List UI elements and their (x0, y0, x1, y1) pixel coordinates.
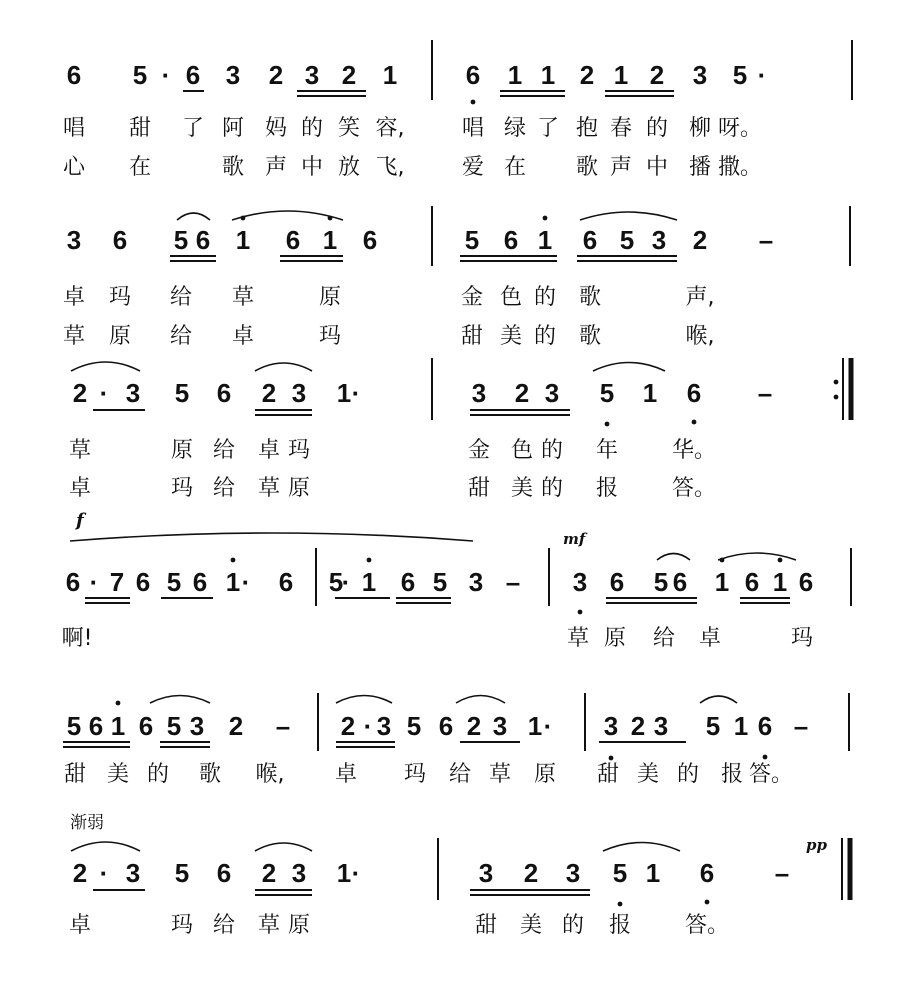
lyric-verse-1: 唱 (62, 116, 86, 141)
jianpu-note: 3 (653, 711, 669, 741)
lyric-verse-1: 了 (181, 116, 205, 141)
jianpu-note: 1 (645, 858, 661, 888)
lyric-verse-1: 唱 (461, 116, 485, 141)
jianpu-note: 5 (406, 711, 422, 741)
jianpu-note: 1 (537, 225, 553, 255)
lyric-verse-1: 卓 (68, 913, 92, 938)
slur (232, 211, 343, 220)
lyric-verse-2: 玛 (318, 324, 342, 349)
jianpu-note: 1 (507, 60, 523, 90)
jianpu-note: 3 (189, 711, 205, 741)
lyric-verse-1: 答。 (748, 762, 794, 787)
lyric-verse-2: 喉, (685, 324, 715, 349)
lyric-verse-1: 的 (540, 438, 564, 463)
lyric-verse-2: 报 (595, 476, 619, 501)
lyric-verse-1: 笑 (337, 116, 361, 141)
lyric-verse-1: 原 (170, 438, 194, 463)
jianpu-note: 2 (341, 60, 357, 90)
jianpu-note: 1 (642, 378, 658, 408)
jianpu-note: 6 (138, 711, 154, 741)
jianpu-note: 5 (705, 711, 721, 741)
lyric-verse-2: 的 (533, 324, 557, 349)
lyric-verse-1: 的 (676, 762, 700, 787)
lyric-verse-2: 甜 (467, 476, 491, 501)
jianpu-note: 6 (744, 567, 760, 597)
lyric-verse-1: 原 (603, 626, 627, 651)
lyric-verse-1: 草 (488, 762, 512, 787)
lyric-verse-2: 飞, (375, 155, 405, 180)
slur (255, 843, 312, 851)
dynamic-forte: f (76, 510, 84, 531)
lyric-verse-2: 歌 (221, 155, 245, 180)
dynamic-mezzo-forte: mf (563, 530, 586, 548)
lyric-verse-1: 呀。 (717, 116, 763, 141)
duration-dot: · (351, 378, 361, 408)
duration-dot: · (341, 567, 351, 597)
lyric-verse-1: 原 (533, 762, 557, 787)
jianpu-note: 3 (225, 60, 241, 90)
lyric-verse-1: 抱 (575, 116, 599, 141)
lyric-verse-1: 阿 (221, 116, 245, 141)
lyric-verse-2: 甜 (460, 324, 484, 349)
jianpu-note: 6 (66, 60, 82, 90)
lyric-verse-1: 给 (652, 626, 676, 651)
lyric-verse-1: 美 (519, 913, 543, 938)
lyric-verse-1: 卓 (62, 285, 86, 310)
jianpu-note: 2 (261, 858, 277, 888)
lyric-verse-1: 原 (318, 285, 342, 310)
duration-dot: · (351, 858, 361, 888)
lyric-verse-1: 报 (720, 762, 744, 787)
high-octave-dot (116, 701, 121, 706)
lyric-verse-1: 的 (300, 116, 324, 141)
lyric-verse-1: 的 (645, 116, 669, 141)
jianpu-note: 2 (630, 711, 646, 741)
lyric-verse-1: 给 (169, 285, 193, 310)
jianpu-note: 5 (599, 378, 615, 408)
lyric-verse-1: 草 (231, 285, 255, 310)
jianpu-note: 5 (166, 567, 182, 597)
slur (718, 553, 796, 560)
lyric-verse-1: 美 (106, 762, 130, 787)
lyric-verse-2: 美 (499, 324, 523, 349)
lyric-verse-2: 美 (510, 476, 534, 501)
duration-dot: · (99, 858, 109, 888)
lyric-verse-1: 玛 (108, 285, 132, 310)
lyric-verse-2: 给 (169, 324, 193, 349)
lyric-verse-1: 金 (460, 285, 484, 310)
jianpu-note: 5 (132, 60, 148, 90)
lyric-verse-1: 歌 (578, 285, 602, 310)
slur (71, 362, 140, 371)
lyric-verse-2: 声 (609, 155, 633, 180)
jianpu-note: 1 (110, 711, 126, 741)
lyric-verse-1: 的 (561, 913, 585, 938)
jianpu-note: 5 (66, 711, 82, 741)
jianpu-note: 2 (523, 858, 539, 888)
jianpu-note: 1 (613, 60, 629, 90)
duration-dot: · (241, 567, 251, 597)
jianpu-note: 1 (527, 711, 543, 741)
lyric-verse-1: 年 (595, 438, 619, 463)
lyric-verse-2: 原 (287, 476, 311, 501)
lyric-verse-2: 中 (300, 155, 324, 180)
lyric-verse-2: 歌 (575, 155, 599, 180)
lyric-verse-1: 色 (499, 285, 523, 310)
jianpu-note: 6 (582, 225, 598, 255)
jianpu-note: 6 (112, 225, 128, 255)
jianpu-note: 3 (66, 225, 82, 255)
jianpu-note: 2 (261, 378, 277, 408)
jianpu-note: 6 (216, 378, 232, 408)
high-octave-dot (231, 558, 236, 563)
jianpu-note: 1 (714, 567, 730, 597)
low-octave-dot (471, 100, 476, 105)
jianpu-note: 1 (772, 567, 788, 597)
lyric-verse-1: 春 (609, 116, 633, 141)
jianpu-note: 6 (503, 225, 519, 255)
jianpu-note: 6 (216, 858, 232, 888)
jianpu-note: 6 (400, 567, 416, 597)
jianpu-note: 2 (268, 60, 284, 90)
lyric-verse-2: 放 (337, 155, 361, 180)
low-octave-dot (618, 902, 623, 907)
lyric-verse-2: 草 (257, 476, 281, 501)
lyric-verse-1: 草 (68, 438, 92, 463)
duration-dot: · (757, 60, 767, 90)
lyric-verse-1: 妈 (264, 116, 288, 141)
lyric-verse-2: 歌 (578, 324, 602, 349)
jianpu-note: 5 (173, 225, 189, 255)
jianpu-note: 1 (540, 60, 556, 90)
lyric-verse-1: 卓 (257, 438, 281, 463)
jianpu-note: 1 (225, 567, 241, 597)
jianpu-note: 5 (612, 858, 628, 888)
jianpu-note: 3 (565, 858, 581, 888)
lyric-verse-2: 原 (108, 324, 132, 349)
lyric-verse-1: 玛 (170, 913, 194, 938)
dash: – (774, 858, 790, 888)
jianpu-note: 6 (465, 60, 481, 90)
lyric-verse-1: 色 (510, 438, 534, 463)
slur (593, 363, 665, 372)
jianpu-note: 3 (125, 858, 141, 888)
jianpu-note: 2 (579, 60, 595, 90)
lyric-verse-2: 玛 (170, 476, 194, 501)
lyric-verse-1: 的 (146, 762, 170, 787)
jianpu-note: 6 (699, 858, 715, 888)
jianpu-note: 3 (291, 378, 307, 408)
jianpu-note: 5 (732, 60, 748, 90)
lyric-verse-2: 的 (540, 476, 564, 501)
lyric-verse-1: 金 (467, 438, 491, 463)
repeat-dot (834, 395, 839, 400)
lyric-verse-1: 玛 (287, 438, 311, 463)
jianpu-note: 6 (88, 711, 104, 741)
low-octave-dot (705, 900, 710, 905)
jianpu-note: 2 (649, 60, 665, 90)
lyric-verse-1: 美 (636, 762, 660, 787)
dash: – (505, 567, 521, 597)
lyric-verse-1: 甜 (128, 116, 152, 141)
lyric-verse-1: 给 (212, 438, 236, 463)
jianpu-note: 6 (672, 567, 688, 597)
lyric-verse-1: 喉, (255, 762, 285, 787)
repeat-dot (834, 380, 839, 385)
jianpu-note: 2 (340, 711, 356, 741)
lyric-verse-2: 在 (128, 155, 152, 180)
low-octave-dot (578, 610, 583, 615)
lyric-verse-1: 玛 (790, 626, 814, 651)
jianpu-note: 6 (185, 60, 201, 90)
jianpu-note: 1 (235, 225, 251, 255)
slur (71, 842, 140, 851)
slur (456, 696, 505, 704)
duration-dot: · (89, 567, 99, 597)
slur (70, 533, 473, 541)
lyric-verse-1: 歌 (198, 762, 222, 787)
lyric-verse-2: 在 (503, 155, 527, 180)
jianpu-note: 6 (757, 711, 773, 741)
lyric-verse-1: 卓 (334, 762, 358, 787)
jianpu-note: 5 (328, 567, 344, 597)
lyric-verse-2: 撒。 (717, 155, 763, 180)
duration-dot: · (161, 60, 171, 90)
jianpu-note: 1 (336, 858, 352, 888)
lyric-verse-1: 答。 (684, 913, 730, 938)
jianpu-note: 3 (376, 711, 392, 741)
jianpu-note: 3 (291, 858, 307, 888)
jianpu-note: 1 (382, 60, 398, 90)
slur (150, 696, 210, 704)
lyric-verse-1: 给 (448, 762, 472, 787)
lyric-verse-2: 卓 (231, 324, 255, 349)
jianpu-note: 6 (609, 567, 625, 597)
jianpu-note: 5 (166, 711, 182, 741)
low-octave-dot (605, 422, 610, 427)
lyric-verse-1: 甜 (63, 762, 87, 787)
high-octave-dot (543, 216, 548, 221)
jianpu-note: 2 (514, 378, 530, 408)
lyric-verse-1: 绿 (503, 116, 527, 141)
slur (700, 696, 737, 703)
jianpu-note: 1 (733, 711, 749, 741)
lyric-verse-1: 啊! (61, 626, 93, 651)
jianpu-note: 7 (109, 567, 125, 597)
lyric-verse-1: 甜 (596, 762, 620, 787)
jianpu-note: 1 (322, 225, 338, 255)
lyric-verse-1: 的 (533, 285, 557, 310)
duration-dot: · (99, 378, 109, 408)
low-octave-dot (692, 420, 697, 425)
jianpu-note: 6 (285, 225, 301, 255)
low-octave-dot (763, 755, 768, 760)
jianpu-note: 5 (653, 567, 669, 597)
jianpu-note: 5 (464, 225, 480, 255)
lyric-verse-1: 原 (287, 913, 311, 938)
lyric-verse-1: 了 (536, 116, 560, 141)
jianpu-note: 6 (362, 225, 378, 255)
jianpu-note: 3 (492, 711, 508, 741)
high-octave-dot (778, 558, 783, 563)
low-octave-dot (609, 756, 614, 761)
jianpu-note: 5 (619, 225, 635, 255)
dynamic-diminuendo-label: 渐弱 (70, 813, 104, 833)
jianpu-note: 3 (651, 225, 667, 255)
slur (177, 213, 210, 220)
jianpu-note: 6 (195, 225, 211, 255)
lyric-verse-1: 草 (566, 626, 590, 651)
lyric-verse-2: 答。 (671, 476, 717, 501)
jianpu-note: 2 (692, 225, 708, 255)
lyric-verse-1: 华。 (671, 438, 717, 463)
lyric-verse-2: 声 (264, 155, 288, 180)
lyric-verse-1: 给 (212, 913, 236, 938)
jianpu-note: 6 (192, 567, 208, 597)
jianpu-note: 1 (336, 378, 352, 408)
duration-dot: · (543, 711, 553, 741)
lyric-verse-2: 心 (62, 155, 86, 180)
lyric-verse-1: 柳 (688, 116, 712, 141)
lyric-verse-2: 给 (212, 476, 236, 501)
jianpu-note: 3 (468, 567, 484, 597)
lyric-verse-1: 声, (685, 285, 715, 310)
jianpu-note: 2 (466, 711, 482, 741)
dash: – (275, 711, 291, 741)
lyric-verse-2: 爱 (461, 155, 485, 180)
lyric-verse-2: 草 (62, 324, 86, 349)
lyric-verse-1: 容, (375, 116, 405, 141)
jianpu-note: 6 (798, 567, 814, 597)
dash: – (757, 378, 773, 408)
lyric-verse-1: 卓 (698, 626, 722, 651)
jianpu-note: 5 (432, 567, 448, 597)
jianpu-note: 3 (125, 378, 141, 408)
jianpu-note: 6 (65, 567, 81, 597)
slur (657, 554, 690, 561)
jianpu-note: 5 (174, 378, 190, 408)
jianpu-note: 3 (544, 378, 560, 408)
jianpu-note: 1 (361, 567, 377, 597)
jianpu-note: 6 (278, 567, 294, 597)
slur (580, 212, 677, 220)
jianpu-note: 2 (72, 858, 88, 888)
lyric-verse-2: 卓 (68, 476, 92, 501)
lyric-verse-1: 玛 (403, 762, 427, 787)
jianpu-note: 6 (135, 567, 151, 597)
slur (336, 696, 392, 704)
dash: – (758, 225, 774, 255)
jianpu-note: 3 (478, 858, 494, 888)
jianpu-note: 5 (174, 858, 190, 888)
jianpu-note: 6 (686, 378, 702, 408)
dash: – (793, 711, 809, 741)
jianpu-note: 3 (603, 711, 619, 741)
jianpu-note: 2 (72, 378, 88, 408)
duration-dot: · (363, 711, 373, 741)
slur (603, 843, 680, 852)
jianpu-note: 3 (471, 378, 487, 408)
lyric-verse-1: 甜 (474, 913, 498, 938)
lyric-verse-2: 播 (688, 155, 712, 180)
dynamic-pianissimo: pp (806, 836, 827, 854)
high-octave-dot (367, 558, 372, 563)
lyric-verse-2: 中 (645, 155, 669, 180)
jianpu-note: 3 (304, 60, 320, 90)
jianpu-note: 2 (228, 711, 244, 741)
lyric-verse-1: 报 (608, 913, 632, 938)
jianpu-note: 6 (438, 711, 454, 741)
slur (255, 363, 312, 371)
jianpu-note: 3 (692, 60, 708, 90)
jianpu-note: 3 (572, 567, 588, 597)
lyric-verse-1: 草 (257, 913, 281, 938)
